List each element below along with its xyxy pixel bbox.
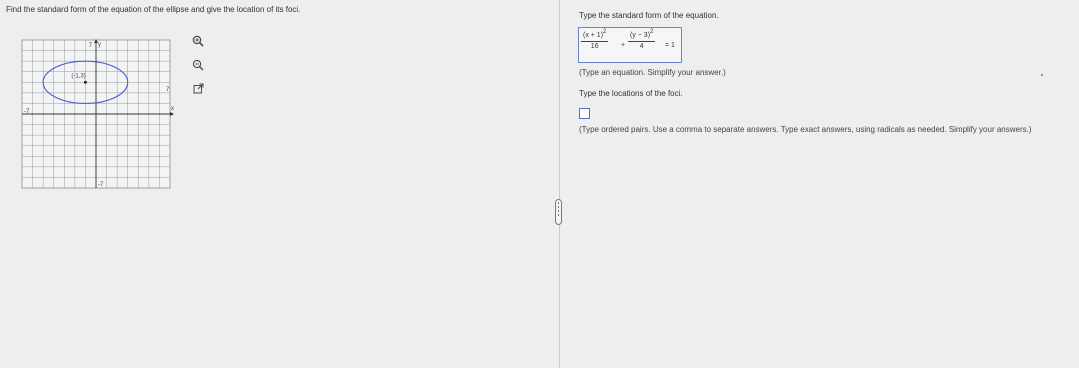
x-axis-label: x (171, 106, 174, 112)
term2-fraction (628, 31, 655, 52)
zoom-in-icon (192, 35, 204, 47)
tick-label-top: 7 (88, 43, 92, 49)
center-point (84, 81, 87, 84)
pane-resize-handle[interactable] (555, 199, 562, 225)
zoom-in-button[interactable] (191, 34, 205, 48)
term2-exponent: 2 (650, 29, 654, 35)
term1-fraction (581, 31, 608, 52)
term1-denominator: 16 (590, 43, 599, 50)
zoom-out-icon (192, 59, 204, 71)
term2-denominator: 4 (639, 43, 644, 50)
zoom-out-button[interactable] (191, 58, 205, 72)
popout-button[interactable] (191, 81, 205, 95)
tick-label-bottom: -7 (98, 182, 104, 188)
question-text: Find the standard form of the equation of the ellipse and give the location of its foci. (6, 5, 301, 14)
equation-hint: (Type an equation. Simplify your answer.) (579, 68, 726, 77)
x-axis-arrow (170, 112, 174, 116)
term1-exponent: 2 (603, 29, 607, 35)
external-link-icon (193, 83, 204, 94)
y-axis-label: y (98, 42, 101, 48)
pane-divider (559, 0, 560, 368)
stray-dot (1041, 74, 1043, 76)
center-label: (-1,3) (71, 73, 86, 80)
term2-numerator: (y − 3) (630, 32, 651, 39)
equals-one: = 1 (665, 42, 675, 49)
plus-sign: + (621, 42, 626, 49)
tick-label-right: 7 (166, 87, 170, 93)
ellipse-graph (22, 40, 172, 195)
foci-input[interactable] (579, 108, 590, 119)
foci-prompt: Type the locations of the foci. (579, 89, 683, 98)
equation-answer-box[interactable] (578, 27, 682, 63)
equation-prompt: Type the standard form of the equation. (579, 11, 719, 20)
graph-svg (22, 40, 172, 195)
foci-hint: (Type ordered pairs. Use a comma to separate answers. Type exact answers, using radicals as needed. Simplify your answers.) (579, 125, 1032, 134)
tick-label-left: -7 (24, 109, 30, 115)
term1-numerator: (x + 1) (583, 32, 604, 39)
